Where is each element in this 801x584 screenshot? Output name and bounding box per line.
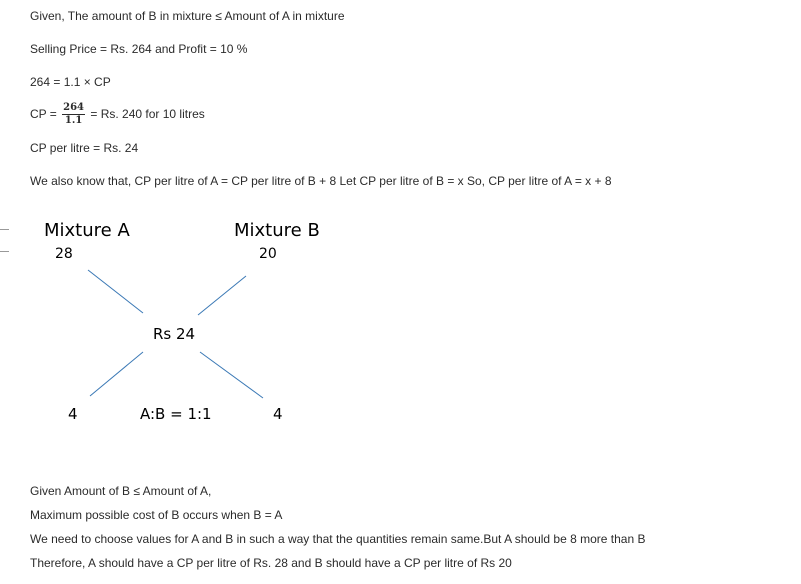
equation-264: 264 = 1.1 × CP <box>30 75 111 89</box>
cross-line-top-right <box>198 276 246 315</box>
cross-line-bottom-right <box>200 352 263 398</box>
therefore-statement: Therefore, A should have a CP per litre of Rs. 28 and B should have a CP per litre of Rs 20 <box>30 556 512 570</box>
choose-values-statement: We need to choose values for A and B in such a way that the quantities remain same.But A should be 8 more than B <box>30 532 646 546</box>
cross-line-top-left <box>88 270 143 313</box>
cp-fraction <box>62 103 85 126</box>
cp-per-litre-statement: CP per litre = Rs. 24 <box>30 141 139 155</box>
difference-right: 4 <box>273 405 283 423</box>
cp-suffix: = Rs. 240 for 10 litres <box>87 107 205 121</box>
cp-fraction-denominator: 1.1 <box>64 115 83 127</box>
cp-prefix: CP = <box>30 107 61 121</box>
margin-tick <box>0 251 9 252</box>
cp-equation <box>30 101 205 127</box>
max-cost-statement: Maximum possible cost of B occurs when B = A <box>30 508 283 522</box>
mixture-b-value: 20 <box>259 246 277 262</box>
ratio-label: A:B = 1:1 <box>140 405 212 423</box>
mixture-a-value: 28 <box>55 246 73 262</box>
cross-line-bottom-left <box>90 352 143 396</box>
mixture-a-label: Mixture A <box>44 220 130 241</box>
difference-left: 4 <box>68 405 78 423</box>
mixture-b-label: Mixture B <box>234 220 320 241</box>
mean-price-label: Rs 24 <box>153 325 196 343</box>
margin-tick <box>0 229 9 230</box>
cp-fraction-numerator: 264 <box>63 102 85 114</box>
selling-price-statement: Selling Price = Rs. 264 and Profit = 10 % <box>30 42 248 56</box>
also-know-statement: We also know that, CP per litre of A = CP per litre of B + 8 Let CP per litre of B = x So, CP per litre of A = x + 8 <box>30 174 612 188</box>
given-amount-statement: Given Amount of B ≤ Amount of A, <box>30 484 212 498</box>
given-statement: Given, The amount of B in mixture ≤ Amount of A in mixture <box>30 9 345 23</box>
